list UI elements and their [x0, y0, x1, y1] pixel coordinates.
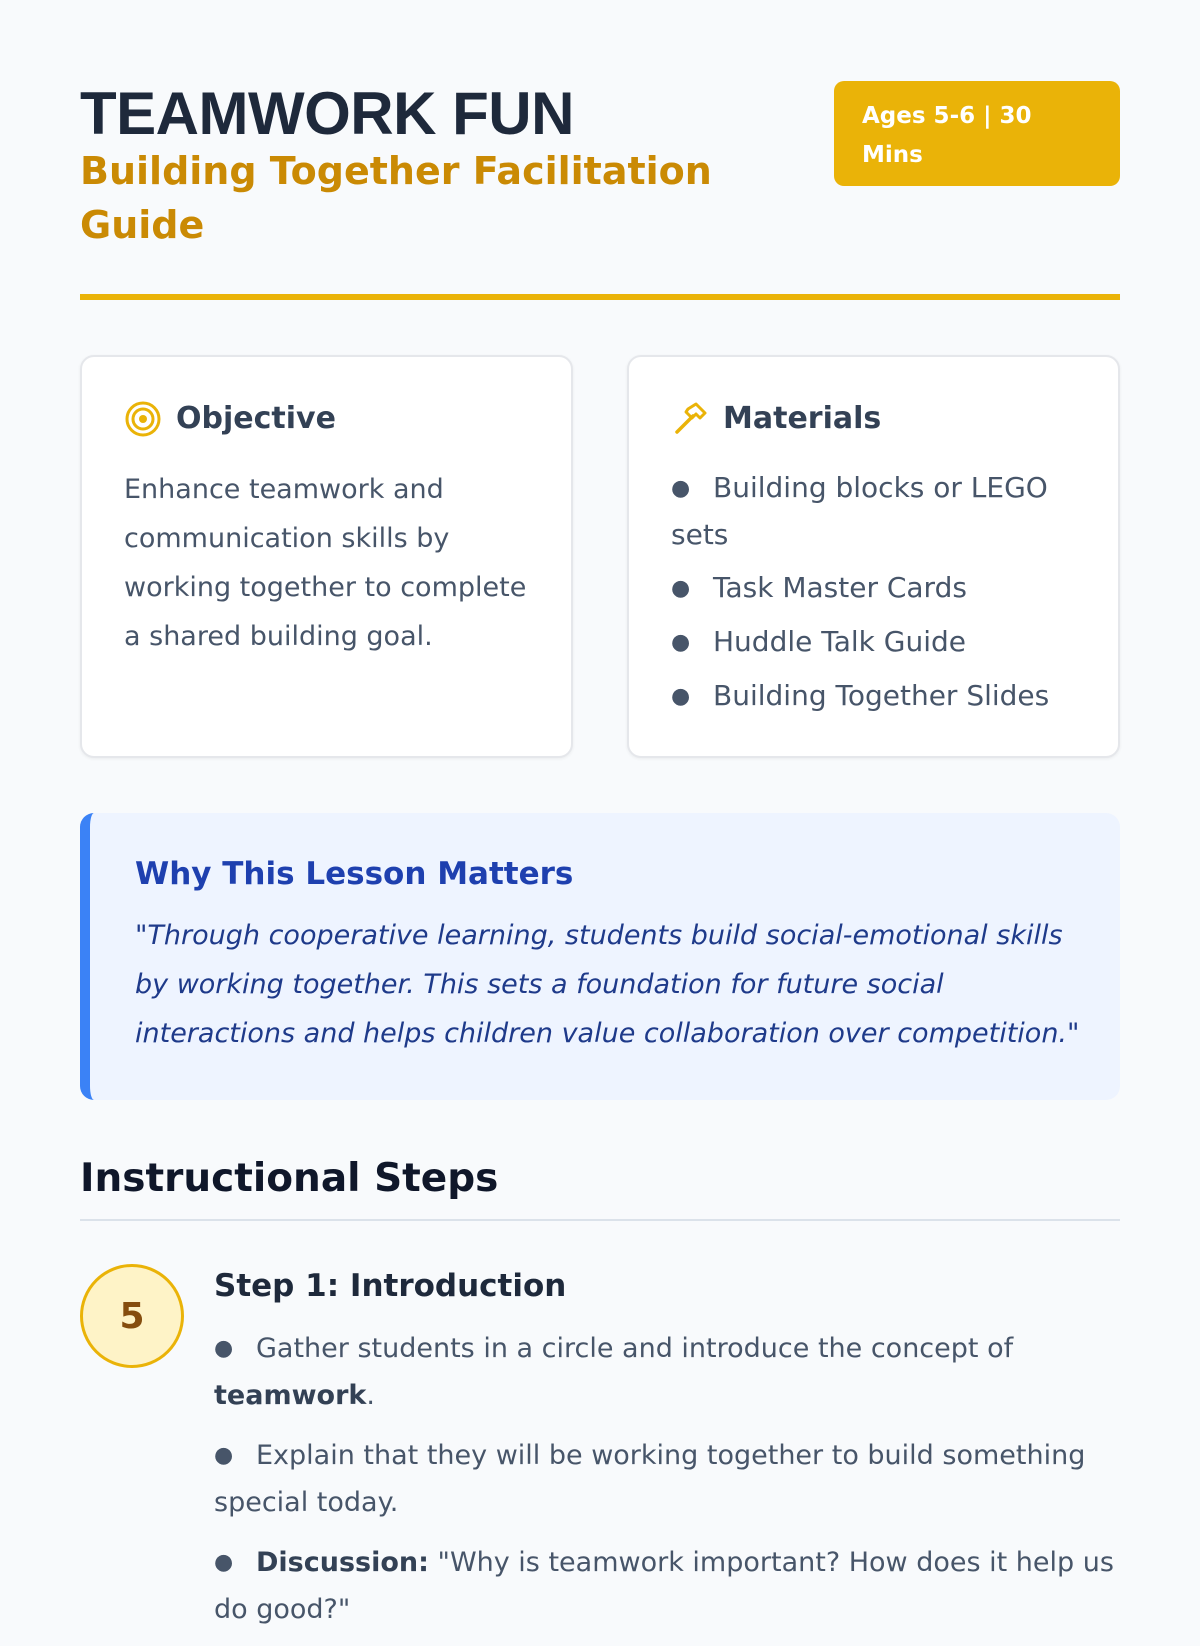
target-icon — [124, 400, 162, 438]
bullet-icon: ● — [214, 1443, 234, 1468]
step-bullets — [214, 1325, 1124, 1646]
bullet-icon: ● — [671, 630, 691, 655]
list-item: ● Explain that they will be working together to build something special today. — [214, 1432, 1124, 1526]
step-minutes-badge: 5 — [80, 1264, 184, 1368]
hammer-icon — [671, 400, 709, 438]
objective-text: Enhance teamwork and communication skills by working together to complete a shared building goal. — [124, 474, 527, 652]
why-title: Why This Lesson Matters — [135, 856, 574, 892]
list-item: ● Building Together Slides — [671, 673, 1091, 720]
why-quote: "Through cooperative learning, students build social-emotional skills by working together. This sets a foundation for future social interactions and helps children value collaboration over competition." — [135, 920, 1080, 1049]
header-divider — [80, 294, 1120, 300]
list-item: ● Task Master Cards — [671, 565, 1091, 612]
objective-header — [124, 399, 336, 439]
materials-title: Materials — [723, 401, 882, 436]
page-subtitle: Building Together Facilitation Guide — [80, 149, 712, 247]
bullet-icon: ● — [214, 1550, 234, 1575]
list-item: ● Discussion: "Why is teamwork important? How does it help us do good?" — [214, 1539, 1124, 1633]
bullet-icon: ● — [671, 476, 691, 501]
steps-section-title: Instructional Steps — [80, 1156, 499, 1201]
bullet-icon: ● — [671, 576, 691, 601]
bullet-icon: ● — [214, 1336, 234, 1361]
materials-card — [627, 355, 1120, 758]
materials-list — [671, 465, 1091, 727]
list-item: ● Huddle Talk Guide — [671, 619, 1091, 666]
list-item: ● Building blocks or LEGO sets — [671, 465, 1091, 558]
bullet-icon: ● — [671, 684, 691, 709]
why-lesson-matters-callout — [80, 813, 1120, 1100]
list-item: ● Gather students in a circle and introduce the concept of teamwork. — [214, 1325, 1124, 1419]
objective-card — [80, 355, 573, 758]
materials-header — [671, 399, 881, 439]
page-title: TEAMWORK FUN — [80, 80, 574, 147]
steps-divider — [80, 1219, 1120, 1221]
age-duration-badge: Ages 5-6 | 30 Mins — [834, 81, 1120, 186]
objective-title: Objective — [176, 401, 336, 436]
step-title: Step 1: Introduction — [214, 1268, 567, 1304]
